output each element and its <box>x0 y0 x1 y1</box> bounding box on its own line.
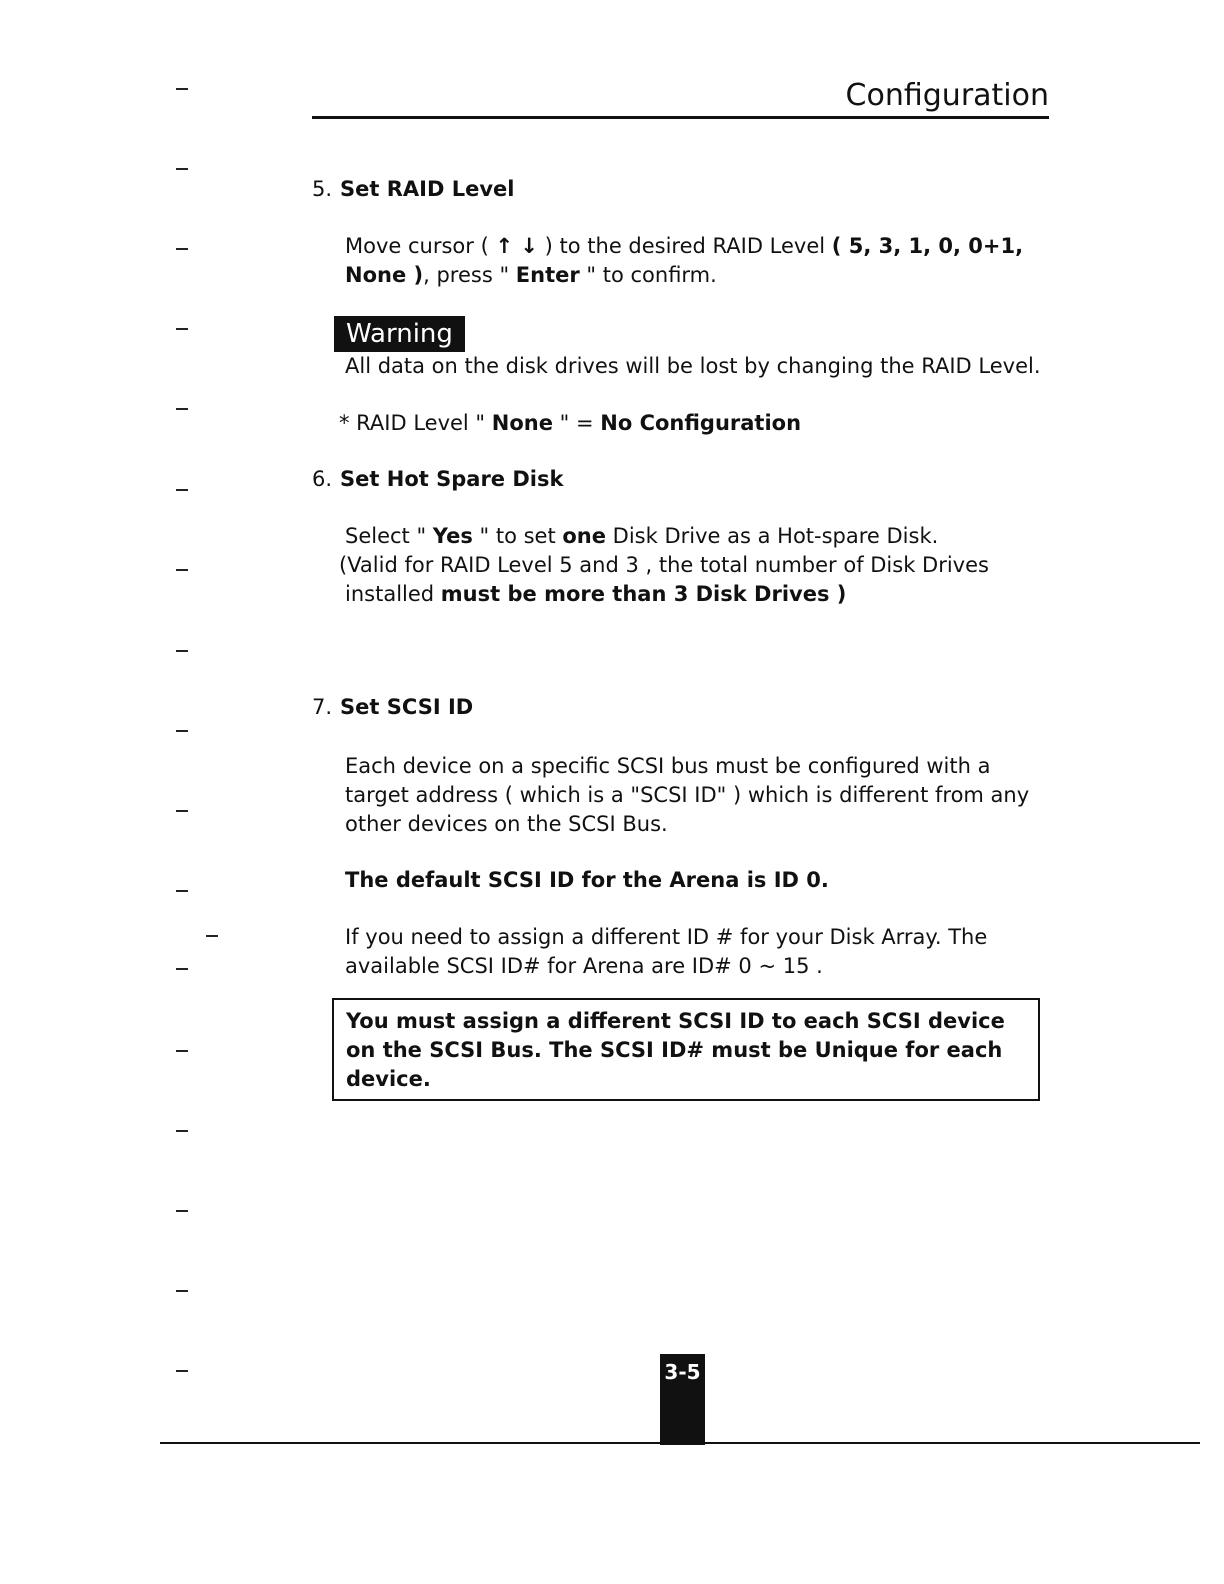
header-rule <box>312 116 1049 119</box>
margin-mark <box>176 968 188 970</box>
enter-key: Enter <box>515 263 580 287</box>
margin-mark <box>176 248 188 250</box>
text-fragment: one <box>562 524 606 548</box>
margin-mark <box>176 810 188 812</box>
raid-level-none: None ) <box>345 263 424 287</box>
scsi-id-notice-box: You must assign a different SCSI ID to each SCSI device on the SCSI Bus. The SCSI ID# must be Unique for each device. <box>332 998 1040 1101</box>
margin-mark <box>176 408 188 410</box>
text-fragment: Yes <box>432 524 473 548</box>
text-fragment: " = <box>552 411 601 435</box>
section-6-heading <box>312 467 563 491</box>
raid-level-instructions <box>345 232 1045 290</box>
instruction-line-2 <box>345 261 1045 290</box>
section-7-heading <box>312 695 473 719</box>
margin-mark <box>176 1290 188 1292</box>
hot-spare-line-1 <box>345 522 1045 551</box>
margin-mark <box>176 489 188 491</box>
text-fragment: installed <box>345 582 441 606</box>
text-fragment: Move cursor ( <box>345 234 496 258</box>
footer-rule <box>160 1442 1200 1444</box>
text-fragment: , press " <box>423 263 516 287</box>
up-down-arrows-icon: ↑ ↓ <box>495 234 538 258</box>
text-fragment: None <box>491 411 553 435</box>
margin-mark <box>176 1050 188 1052</box>
margin-mark <box>176 1210 188 1212</box>
page-number-tab <box>660 1354 705 1445</box>
warning-text: All data on the disk drives will be lost by changing the RAID Level. <box>345 354 1041 378</box>
section-title: Set Hot Spare Disk <box>340 467 564 491</box>
section-title: Set RAID Level <box>340 177 515 201</box>
default-scsi-id: The default SCSI ID for the Arena is ID 0. <box>345 868 829 892</box>
page-header-title: Configuration <box>845 78 1049 113</box>
hot-spare-instructions <box>339 522 1045 609</box>
margin-mark <box>176 569 188 571</box>
text-fragment: must be more than 3 Disk Drives ) <box>440 582 847 606</box>
warning-label: Warning <box>334 316 465 352</box>
raid-level-options: ( 5, 3, 1, 0, 0+1, <box>831 234 1024 258</box>
section-title: Set SCSI ID <box>340 695 474 719</box>
margin-mark <box>176 328 188 330</box>
text-fragment: Select " <box>345 524 433 548</box>
margin-mark <box>176 168 188 170</box>
text-fragment: ) to the desired RAID Level <box>537 234 832 258</box>
hot-spare-line-2: (Valid for RAID Level 5 and 3 , the total number of Disk Drives <box>339 553 989 577</box>
margin-mark <box>176 88 188 90</box>
section-number: 7. <box>312 695 333 719</box>
text-fragment: No Configuration <box>600 411 802 435</box>
section-number: 6. <box>312 467 333 491</box>
raid-none-note <box>339 409 801 438</box>
margin-mark <box>206 935 218 937</box>
page-number: 3-5 <box>664 1360 701 1384</box>
scsi-id-paragraph: Each device on a specific SCSI bus must be configured with a target address ( which is a "SCSI ID" ) which is different from any other devices on the SCSI Bus. <box>345 754 1030 836</box>
margin-mark <box>176 890 188 892</box>
text-fragment: " to set <box>472 524 563 548</box>
hot-spare-line-3 <box>345 580 1045 609</box>
section-number: 5. <box>312 177 333 201</box>
text-fragment: Disk Drive as a Hot-spare Disk. <box>606 524 939 548</box>
scsi-id-range-paragraph: If you need to assign a different ID # for your Disk Array. The available SCSI ID# for Arena are ID# 0 ~ 15 . <box>345 925 988 978</box>
margin-mark <box>176 650 188 652</box>
margin-mark <box>176 730 188 732</box>
text-fragment: " to confirm. <box>579 263 717 287</box>
text-fragment: * RAID Level " <box>339 411 492 435</box>
margin-mark <box>176 1370 188 1372</box>
margin-mark <box>176 1130 188 1132</box>
section-5-heading <box>312 177 515 201</box>
instruction-line-1 <box>345 232 1045 261</box>
